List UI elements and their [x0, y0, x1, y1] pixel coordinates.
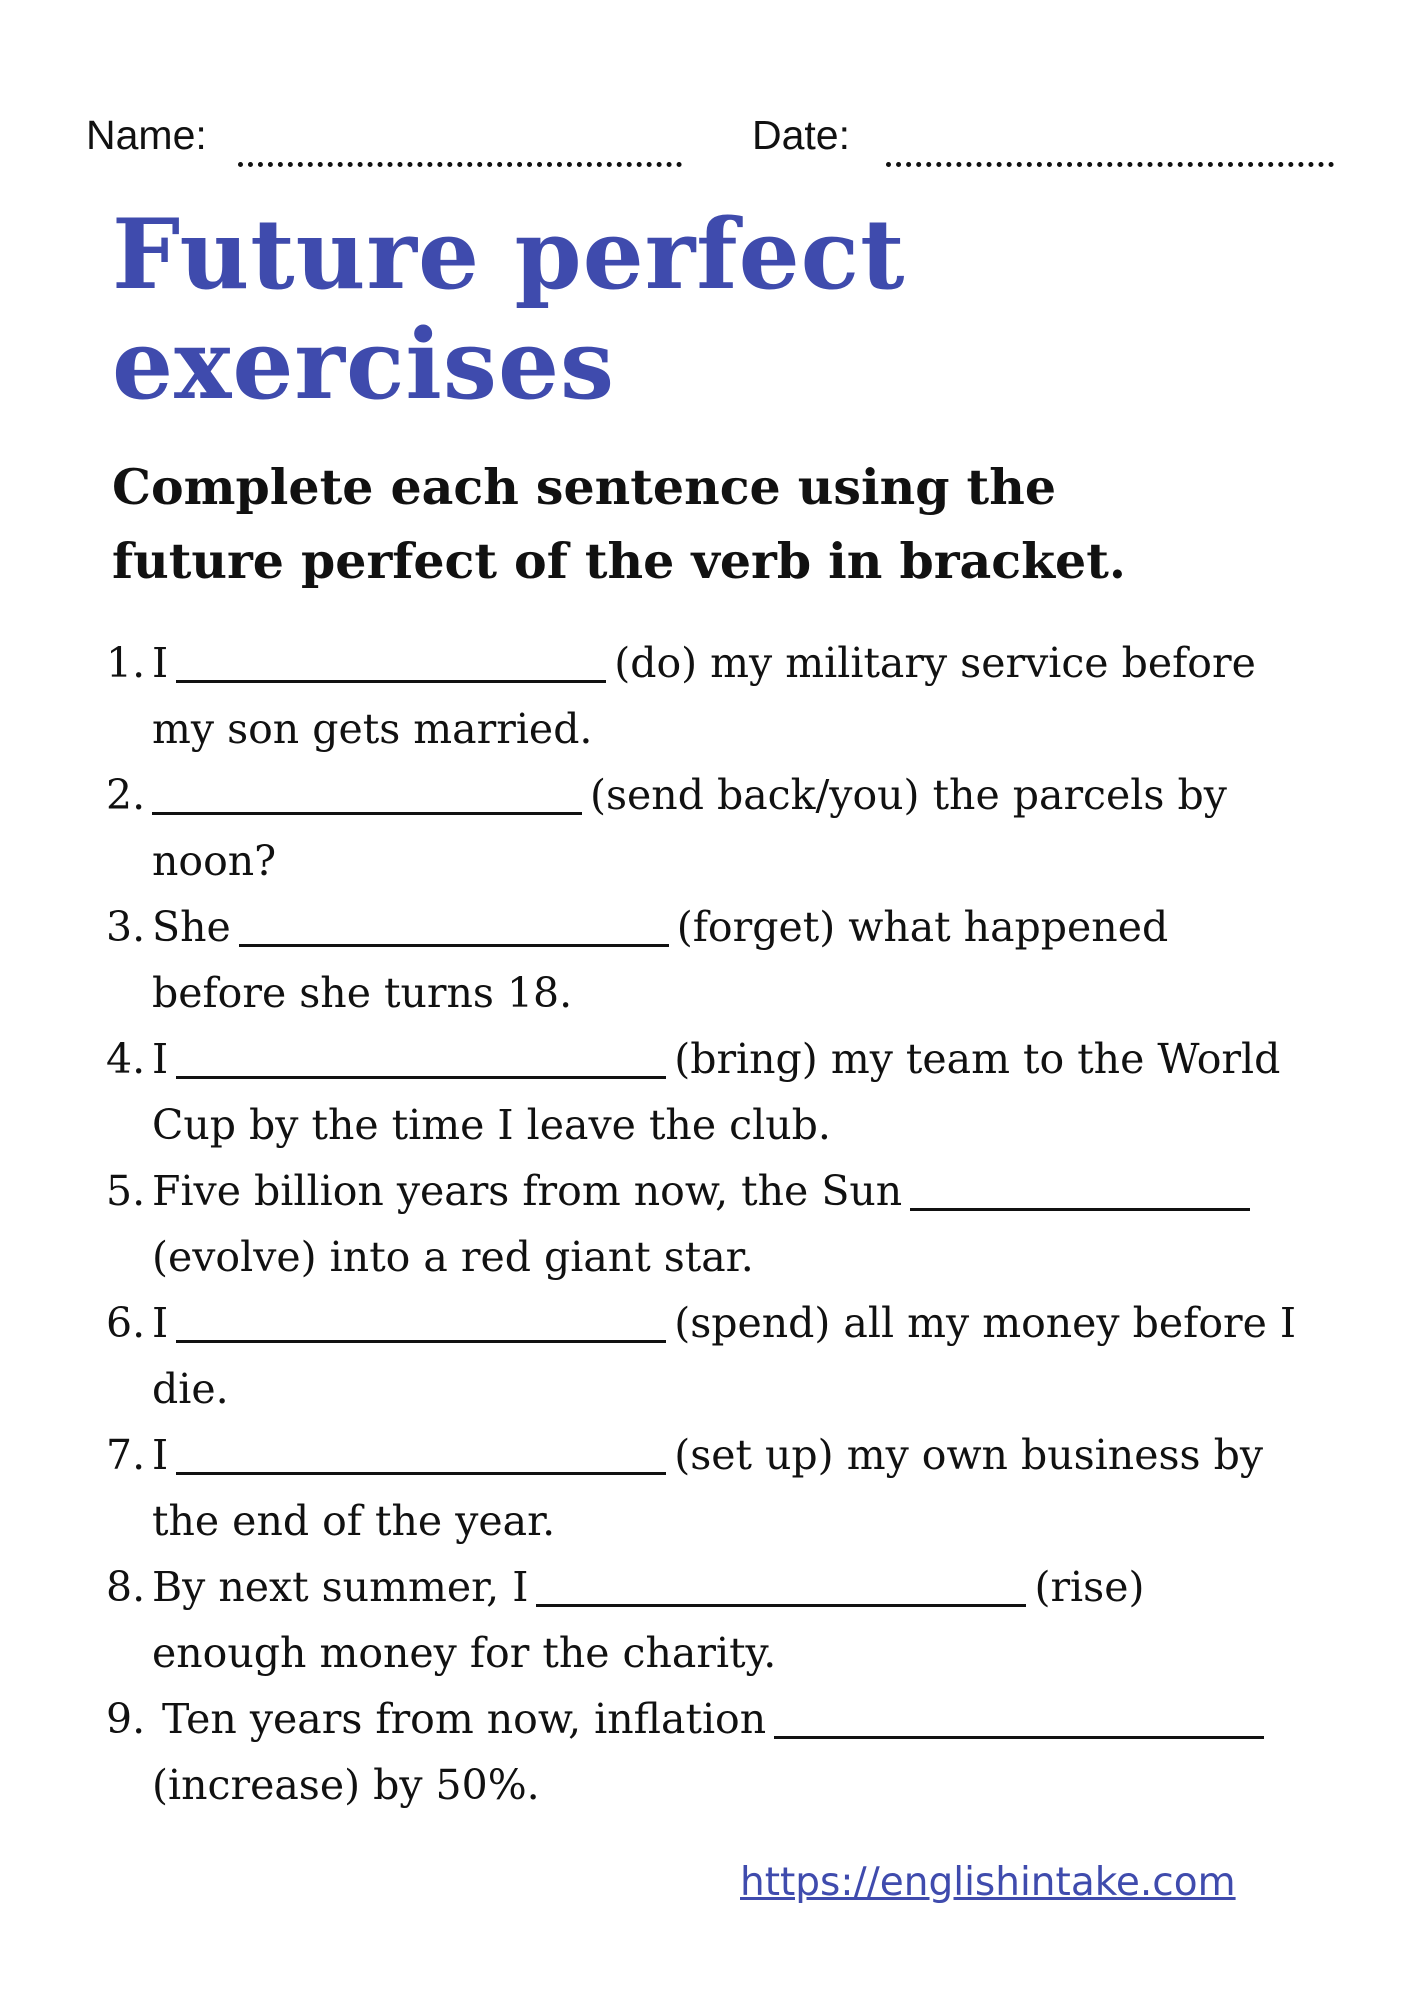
exercise-line-1 — [152, 762, 1326, 828]
exercise-text-before: I — [152, 639, 169, 687]
exercise-text-after: (forget) what happened — [676, 903, 1169, 951]
exercise-line-2: before she turns 18. — [152, 969, 573, 1017]
exercise-text-before: I — [152, 1035, 169, 1083]
exercise-number: 3. — [106, 903, 146, 951]
exercise-text-before: Five billion years from now, the Sun — [152, 1167, 903, 1215]
exercise-number: 2. — [106, 771, 146, 819]
exercise-line-1 — [152, 894, 1326, 960]
exercise-text-before: I — [152, 1299, 169, 1347]
answer-blank[interactable] — [176, 1298, 666, 1343]
answer-blank[interactable] — [774, 1694, 1264, 1739]
date-label: Date: — [752, 112, 850, 158]
date-field[interactable] — [886, 162, 1334, 167]
exercise-item-1 — [106, 630, 1326, 762]
exercise-line-1 — [152, 1422, 1326, 1488]
exercise-line-1 — [152, 630, 1326, 696]
exercise-line-2: the end of the year. — [152, 1497, 556, 1545]
title-line-1: Future perfect — [112, 198, 906, 311]
exercise-number: 7. — [106, 1431, 146, 1479]
exercise-line-2: die. — [152, 1365, 229, 1413]
exercise-item-6 — [106, 1290, 1326, 1422]
name-field[interactable] — [238, 162, 682, 167]
exercise-text-before: By next summer, I — [152, 1563, 529, 1611]
worksheet-header — [86, 112, 1326, 182]
exercise-line-1 — [152, 1158, 1326, 1224]
exercise-line-2: Cup by the time I leave the club. — [152, 1101, 831, 1149]
exercise-number: 9. — [106, 1695, 146, 1743]
exercise-text-after: (do) my military service before — [614, 639, 1256, 687]
exercise-number: 8. — [106, 1563, 146, 1611]
exercise-item-7 — [106, 1422, 1326, 1554]
exercise-number: 6. — [106, 1299, 146, 1347]
exercise-text-after: (spend) all my money before I — [674, 1299, 1297, 1347]
exercise-item-9 — [106, 1686, 1326, 1818]
exercise-number: 4. — [106, 1035, 146, 1083]
exercise-number: 5. — [106, 1167, 146, 1215]
exercise-line-1 — [152, 1554, 1326, 1620]
exercise-line-1 — [152, 1686, 1326, 1752]
exercise-item-8 — [106, 1554, 1326, 1686]
instructions — [112, 450, 1332, 598]
exercise-item-2 — [106, 762, 1326, 894]
exercise-line-2: (evolve) into a red giant star. — [152, 1233, 754, 1281]
exercise-text-after: (send back/you) the parcels by — [590, 771, 1227, 819]
instructions-line-1: Complete each sentence using the — [112, 458, 1056, 516]
exercise-number: 1. — [106, 639, 146, 687]
answer-blank[interactable] — [536, 1562, 1026, 1607]
exercise-line-2: enough money for the charity. — [152, 1629, 777, 1677]
answer-blank[interactable] — [176, 1430, 666, 1475]
exercise-text-before: I — [152, 1431, 169, 1479]
exercise-line-2: my son gets married. — [152, 705, 593, 753]
exercise-line-2: noon? — [152, 837, 277, 885]
instructions-line-2: future perfect of the verb in bracket. — [112, 532, 1126, 590]
exercise-text-before: Ten years from now, inflation — [162, 1695, 767, 1743]
answer-blank[interactable] — [152, 770, 582, 815]
answer-blank[interactable] — [176, 638, 606, 683]
exercise-item-5 — [106, 1158, 1326, 1290]
exercise-text-before: She — [152, 903, 231, 951]
exercise-line-1 — [152, 1026, 1326, 1092]
exercise-line-2: (increase) by 50%. — [152, 1761, 540, 1809]
title-line-2: exercises — [112, 308, 616, 421]
exercise-line-1 — [152, 1290, 1326, 1356]
exercise-text-after: (bring) my team to the World — [674, 1035, 1281, 1083]
website-link[interactable]: https://englishintake.com — [740, 1860, 1236, 1905]
exercise-item-3 — [106, 894, 1326, 1026]
exercise-list — [106, 630, 1326, 1818]
exercise-text-after: (rise) — [1034, 1563, 1145, 1611]
name-label: Name: — [86, 112, 207, 158]
answer-blank[interactable] — [239, 902, 669, 947]
exercise-text-after: (set up) my own business by — [674, 1431, 1263, 1479]
page-title — [112, 200, 1312, 420]
answer-blank[interactable] — [910, 1166, 1250, 1211]
exercise-item-4 — [106, 1026, 1326, 1158]
answer-blank[interactable] — [176, 1034, 666, 1079]
